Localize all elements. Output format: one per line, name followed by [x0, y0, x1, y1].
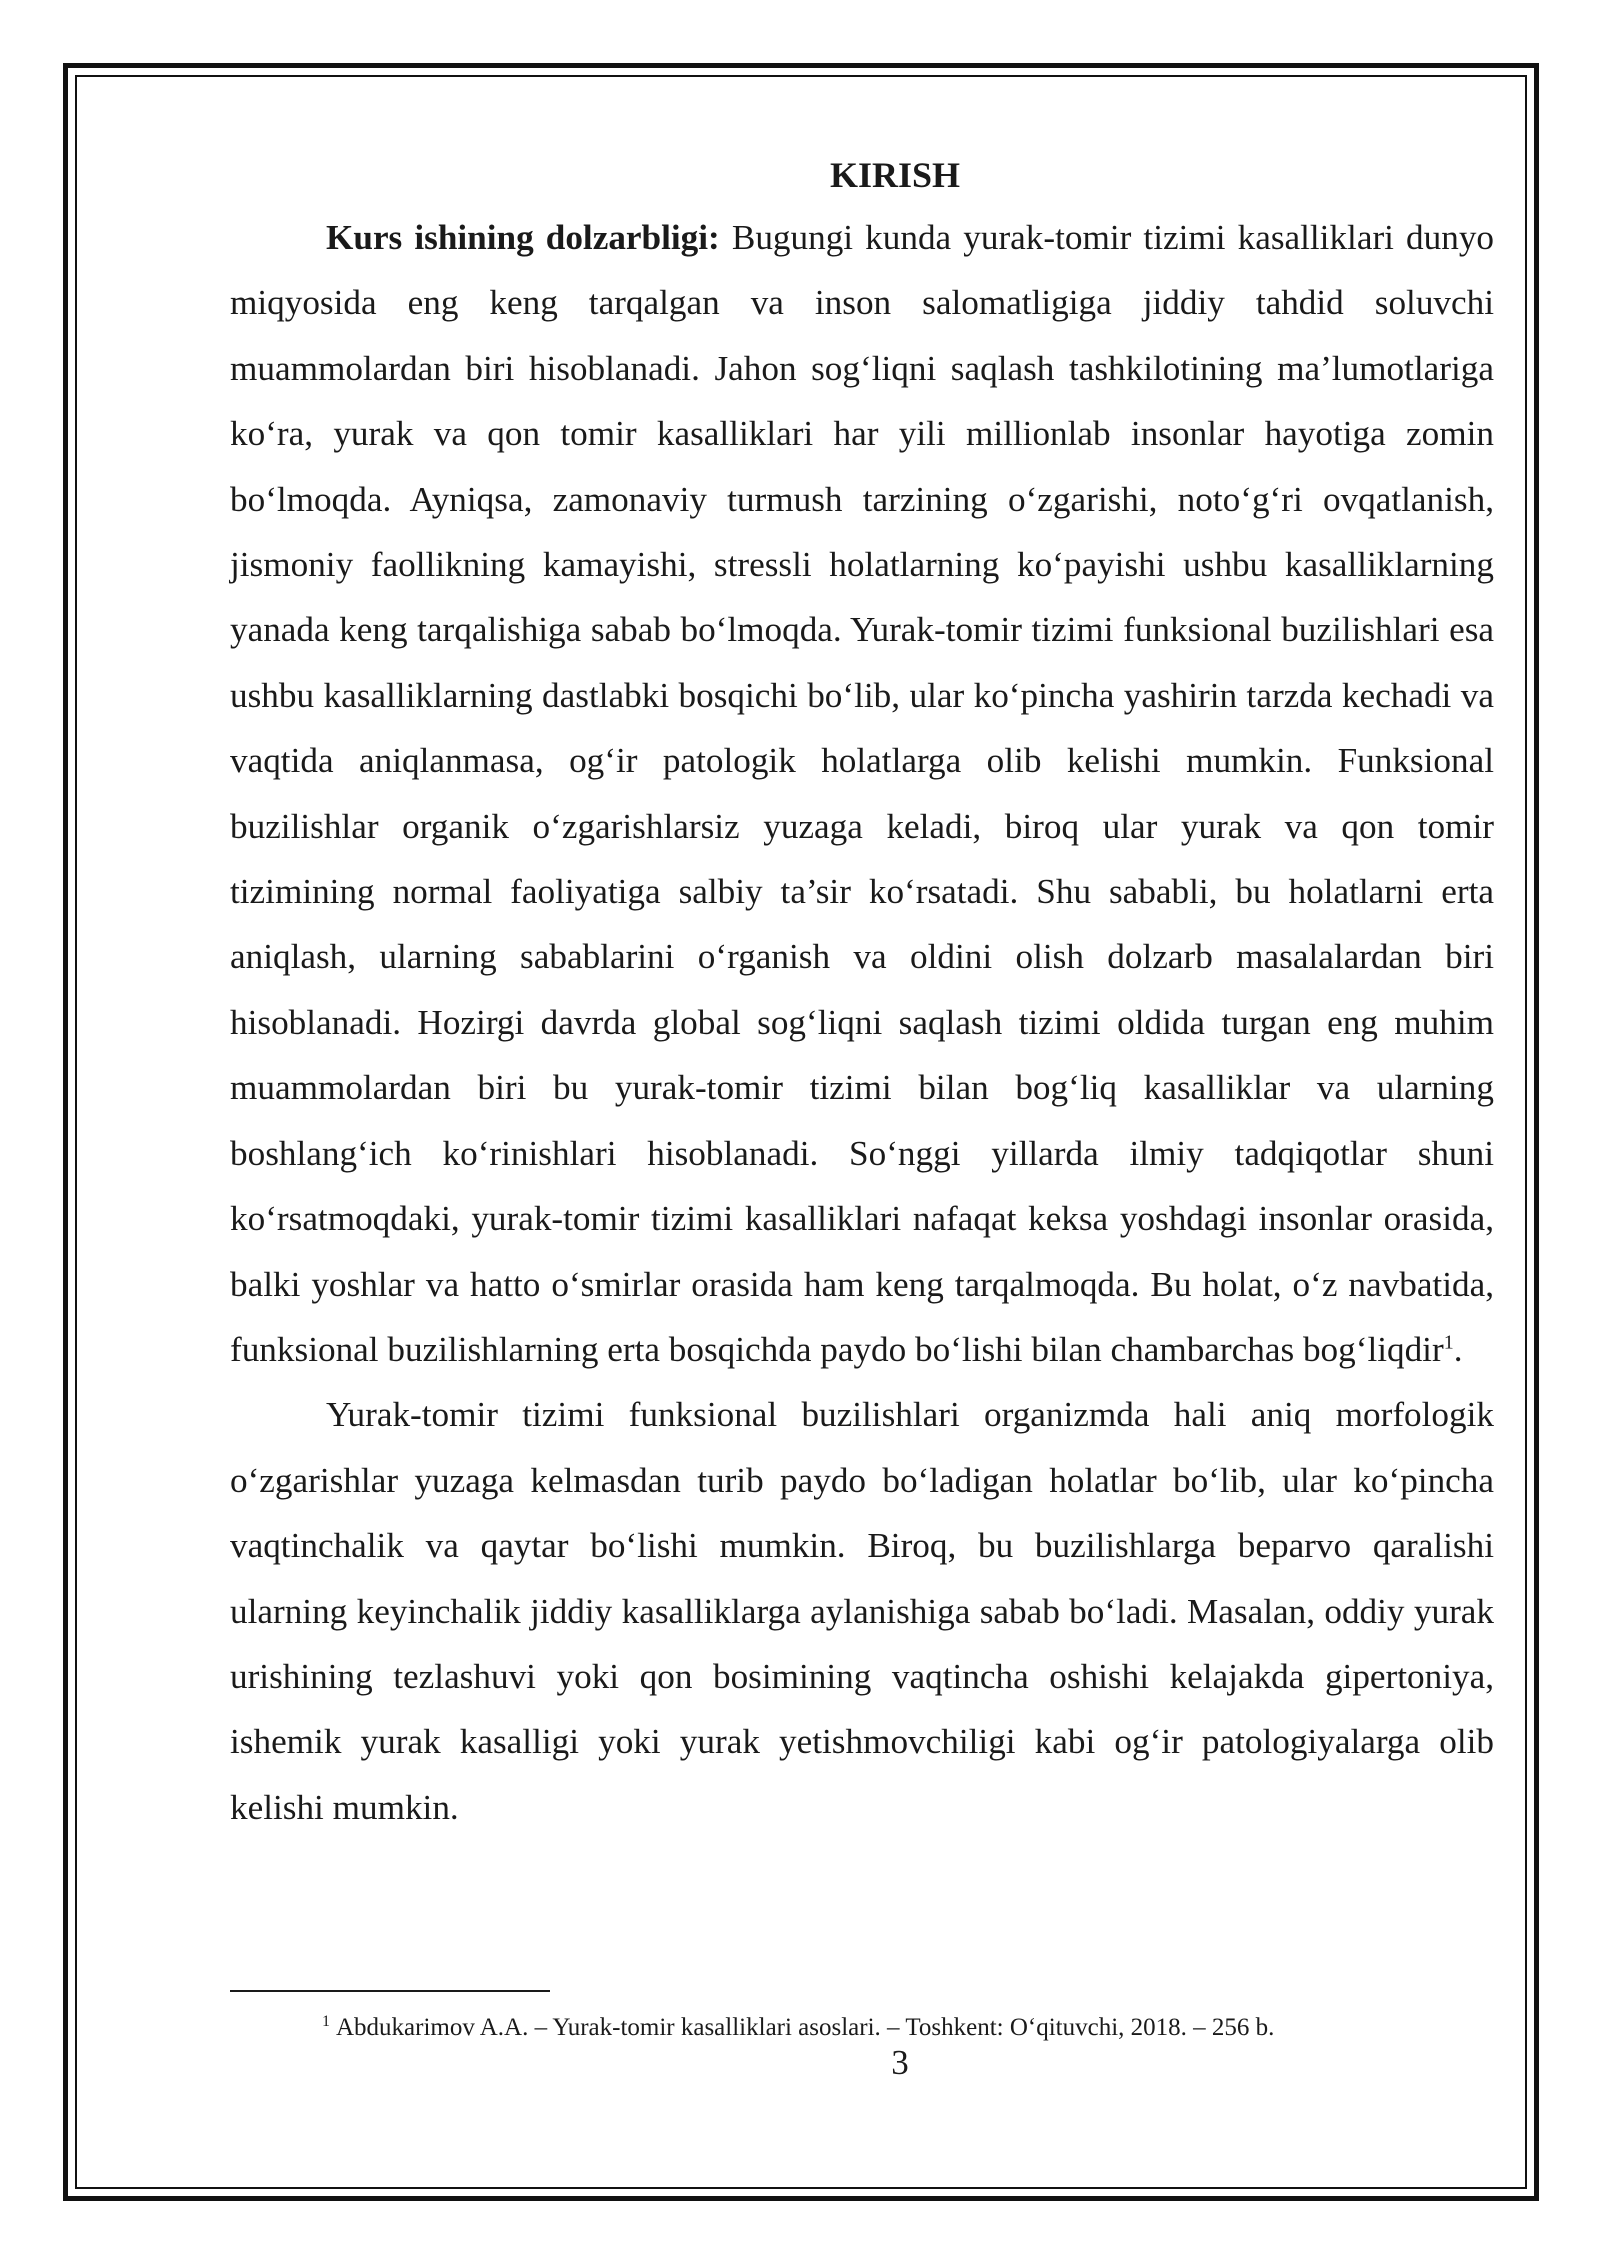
page-number: 3: [891, 2043, 909, 2082]
footnote-separator: [230, 1990, 550, 1992]
paragraph-2: Yurak-tomir tizimi funksional buzilishlari organizmda hali aniq morfologik o‘zgarishlar yuzaga kelmasdan turib paydo bo‘ladigan holatlar bo‘lib, ular ko‘pincha vaqtinchalik va qaytar bo‘lishi mumkin. Biroq, bu buzilishlarga beparvo qaralishi ularning keyinchalik jiddiy kasalliklarga aylanishiga sabab bo‘ladi. Masalan, oddiy yurak urishining tezlashuvi yoki qon bosimining vaqtincha oshishi kelajakda gipertoniya, ishemik yurak kasalligi yoki yurak yetishmovchiligi kabi og‘ir patologiyalarga olib kelishi mumkin.: [230, 1395, 1494, 1827]
section-title: KIRISH: [829, 155, 961, 195]
footnote-text: Abdukarimov A.A. – Yurak-tomir kasalliklari asoslari. – Toshkent: O‘qituvchi, 2018. – 256 b.: [336, 2014, 1275, 2041]
paragraph-1: [230, 205, 1494, 1382]
paragraph-1-end: .: [1453, 1329, 1463, 1369]
paragraph-1-text: Bugungi kunda yurak-tomir tizimi kasalliklari dunyo miqyosida eng keng tarqalgan va inson salomatligiga jiddiy tahdid soluvchi muammolardan biri hisoblanadi. Jahon sog‘liqni saqlash tashkilotining ma’lumotlariga ko‘ra, yurak va qon tomir kasalliklari har yili millionlab insonlar hayotiga zomin bo‘lmoqda. Ayniqsa, zamonaviy turmush tarzining o‘zgarishi, noto‘g‘ri ovqatlanish, jismoniy faollikning kamayishi, stressli holatlarning ko‘payishi ushbu kasalliklarning yanada keng tarqalishiga sabab bo‘lmoqda. Yurak-tomir tizimi funksional buzilishlari esa ushbu kasalliklarning dastlabki bosqichi bo‘lib, ular ko‘pincha yashirin tarzda kechadi va vaqtida aniqlanmasa, og‘ir patologik holatlarga olib kelishi mumkin. Funksional buzilishlar organik o‘zgarishlarsiz yuzaga keladi, biroq ular yurak va qon tomir tizimining normal faoliyatiga salbiy ta’sir ko‘rsatadi. Shu sababli, bu holatlarni erta aniqlash, ularning sabablarini o‘rganish va oldini olish dolzarb masalalardan biri hisoblanadi. Hozirgi davrda global sog‘liqni saqlash tizimi oldida turgan eng muhim muammolardan biri bu yurak-tomir tizimi bilan bog‘liq kasalliklar va ularning boshlang‘ich ko‘rinishlari hisoblanadi. So‘nggi yillarda ilmiy tadqiqotlar shuni ko‘rsatmoqdaki, yurak-tomir tizimi kasalliklari nafaqat keksa yoshdagi insonlar orasida, balki yoshlar va hatto o‘smirlar orasida ham keng tarqalmoqda. Bu holat, o‘z navbatida, funksional buzilishlarning erta bosqichda paydo bo‘lishi bilan chambarchas bog‘liqdir: [230, 218, 1495, 1369]
footnote: [322, 2013, 1274, 2043]
footnote-marker: 1: [322, 2012, 330, 2030]
paragraph-1-lead: Kurs ishining dolzarbligi:: [326, 218, 720, 257]
page-content: [230, 145, 1494, 1840]
footnote-reference[interactable]: 1: [1443, 1331, 1454, 1354]
